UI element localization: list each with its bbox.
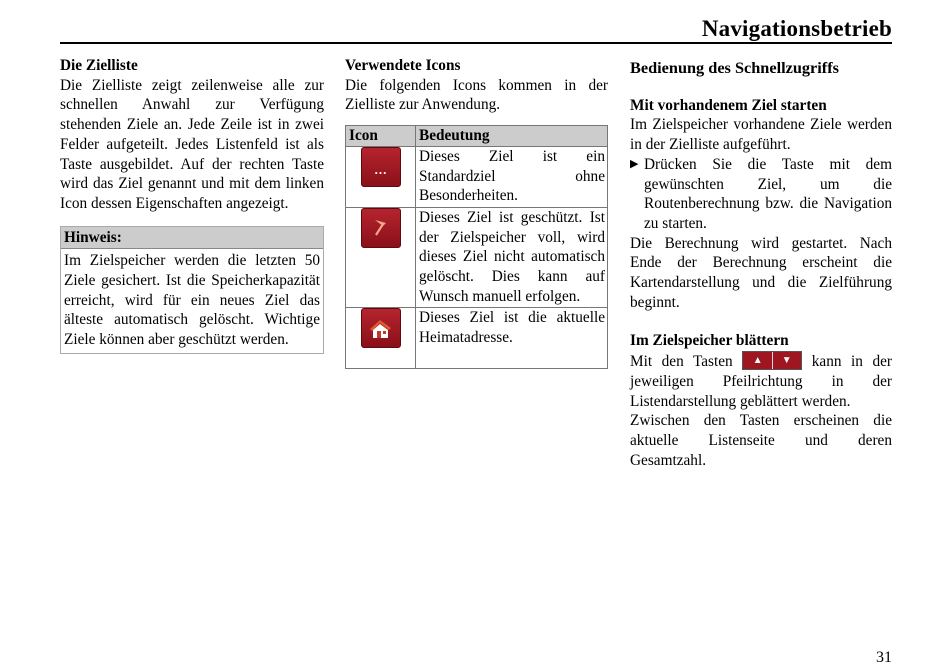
sub2-heading: Im Zielspeicher blättern <box>630 332 789 350</box>
column-zielliste <box>60 56 324 354</box>
hint-text: Im Zielspeicher werden die letzten 50 Ziele gesichert. Ist die Speicherkapazität erreicht, wird für ein neues Ziel das älteste automatisch gelöscht. Wichtige Ziele können aber geschützt werden. <box>64 252 320 349</box>
table-row <box>346 307 608 368</box>
hint-box <box>60 226 324 354</box>
table-cell-icon <box>346 307 416 368</box>
table-header-icon: Icon <box>346 126 416 147</box>
spacer <box>630 312 892 331</box>
table-cell-icon <box>346 146 416 207</box>
page-title: Navigationsbetrieb <box>701 16 892 41</box>
sub1-heading: Mit vorhandenem Ziel starten <box>630 96 827 114</box>
sub2-text2: Zwischen den Tasten erscheinen die aktuelle Listenseite und deren Gesamtzahl. <box>630 412 892 469</box>
icons-body: Die folgenden Icons kommen in der Zielliste zur Anwendung. <box>345 76 608 114</box>
icons-heading: Verwendete Icons <box>345 57 461 74</box>
sub1-bullet <box>630 155 892 234</box>
triangle-right-icon: ▶ <box>630 157 639 170</box>
table-header-meaning: Bedeutung <box>416 126 608 147</box>
table-cell-meaning: Dieses Ziel ist die aktuelle Heimatadresse. <box>416 307 608 368</box>
pin-icon <box>361 208 401 248</box>
sub2-text-after: kann in der jeweiligen Pfeilrichtung in der Listendarstellung geblättert werden. <box>630 353 892 410</box>
sub2-text-before: Mit den Tasten <box>630 353 733 371</box>
header-rule <box>60 42 892 44</box>
table-cell-meaning: Dieses Ziel ist geschützt. Ist der Zielspeicher voll, wird dieses Ziel nicht automatisch gelöscht. Dies kann auf Wunsch manuell erfolgen. <box>416 207 608 307</box>
sub1-result: Die Berechnung wird gestartet. Nach Ende der Berechnung erscheint die Kartendarstellung und die Zielführung beginnt. <box>630 234 892 311</box>
page-number: 31 <box>876 649 892 666</box>
zielliste-body: Die Zielliste zeigt zeilenweise alle zur schnellen Anwahl zur Verfügung stehenden Ziele an. Jede Zeile ist in zwei Felder aufgeteilt. Jedes Listenfeld ist als Taste ausgebildet. Auf der rechten Taste wird das Ziel genannt und mit dem linken Icon dessen Eigenschaften angezeigt. <box>60 76 324 212</box>
table-cell-meaning: Dieses Ziel ist ein Standardziel ohne Besonderheiten. <box>416 146 608 207</box>
zielliste-heading: Die Zielliste <box>60 57 138 74</box>
schnellzugriff-title: Bedienung des Schnellzugriffs <box>630 58 839 77</box>
table-header-row <box>346 126 608 147</box>
arrow-keys <box>742 351 802 370</box>
arrow-up-icon: ▲ <box>743 352 773 369</box>
sub1-bullet-text: Drücken Sie die Taste mit dem gewünschten Ziel, um die Routenberechnung bzw. die Navigation zu starten. <box>644 155 892 232</box>
home-icon <box>361 308 401 348</box>
sub1-text: Im Zielspeicher vorhandene Ziele werden in der Zielliste aufgeführt. <box>630 116 892 154</box>
table-row <box>346 146 608 207</box>
dots-icon: ... <box>361 147 401 187</box>
sub2-text <box>630 351 892 411</box>
table-row <box>346 207 608 307</box>
hint-title: Hinweis: <box>61 227 323 250</box>
column-icons <box>345 56 608 369</box>
icons-table <box>345 125 608 369</box>
arrow-down-icon: ▼ <box>781 355 792 367</box>
table-cell-icon <box>346 207 416 307</box>
column-schnellzugriff <box>630 56 892 470</box>
